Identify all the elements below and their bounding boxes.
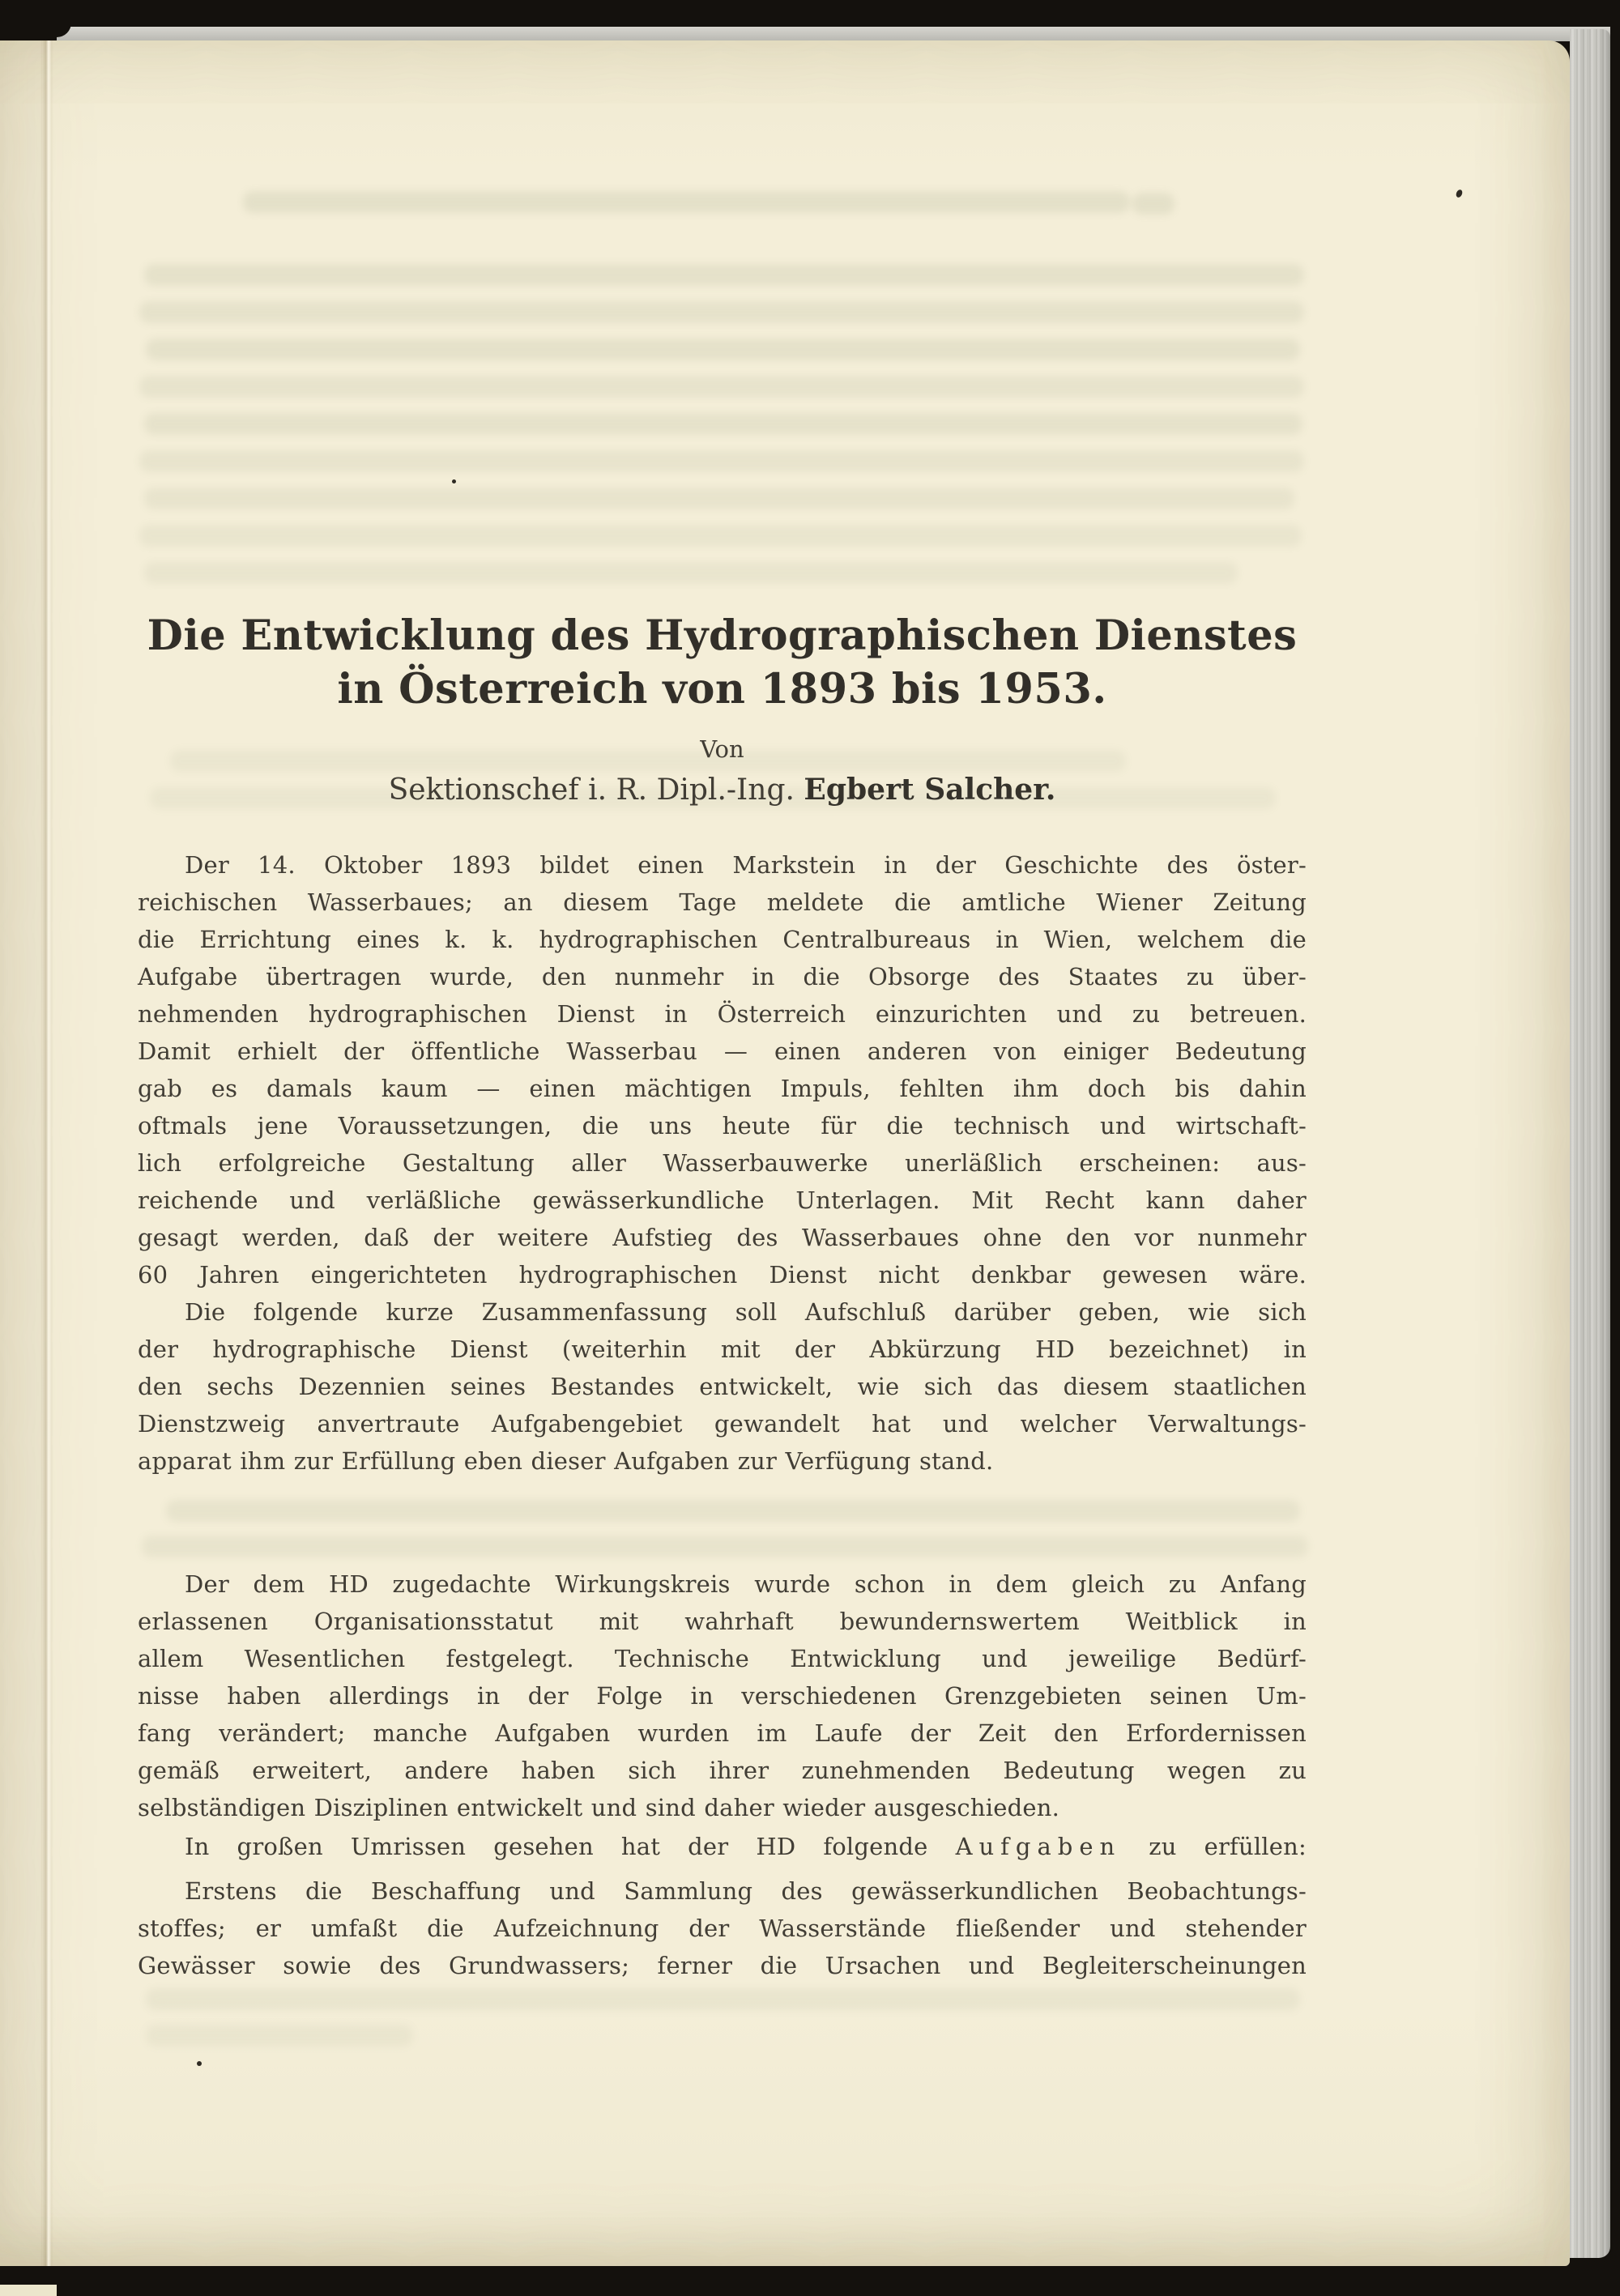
text-line: Der dem HD zugedachte Wirkungskreis wurde schon in dem gleich zu Anfang (185, 1570, 1307, 1598)
text-line: erlassenen Organisationsstatut mit wahrhaft bewundernswertem Weitblick in (138, 1608, 1307, 1635)
text-line: gesagt werden, daß der weitere Aufstieg des Wasserbaues ohne den vor nunmehr (138, 1224, 1307, 1251)
text-line: Erstens die Beschaffung und Sammlung des gewässerkundlichen Beobachtungs- (185, 1877, 1307, 1905)
letterspaced-word: Aufgaben (955, 1833, 1122, 1860)
underlying-page-corner (0, 2285, 57, 2296)
text-segment: zu erfüllen: (1121, 1833, 1307, 1860)
gutter-shadow (0, 40, 42, 2266)
paragraph-1 (138, 846, 1307, 1293)
article-title (138, 609, 1307, 716)
text-line: nisse haben allerdings in der Folge in verschiedenen Grenzgebieten seinen Um- (138, 1682, 1307, 1710)
text-line: reichende und verläßliche gewässerkundliche Unterlagen. Mit Recht kann daher (138, 1186, 1307, 1214)
text-line: oftmals jene Voraussetzungen, die uns heute für die technisch und wirtschaft- (138, 1112, 1307, 1139)
text-line: allem Wesentlichen festgelegt. Technische Entwicklung und jeweilige Bedürf- (138, 1645, 1307, 1672)
text-line: lich erfolgreiche Gestaltung aller Wasserbauwerke unerläßlich erscheinen: aus- (138, 1149, 1307, 1177)
page-content (138, 0, 1307, 2296)
text-line: fang verändert; manche Aufgaben wurden im Laufe der Zeit den Erfordernissen (138, 1719, 1307, 1747)
text-line: Dienstzweig anvertraute Aufgabengebiet gewandelt hat und welcher Verwaltungs- (138, 1410, 1307, 1438)
text-line: der hydrographische Dienst (weiterhin mit der Abkürzung HD bezeichnet) in (138, 1335, 1307, 1363)
text-line: selbständigen Disziplinen entwickelt und sind daher wieder ausgeschieden. (138, 1794, 1060, 1821)
text-line: Gewässer sowie des Grundwassers; ferner die Ursachen und Begleiterscheinungen (138, 1952, 1307, 1979)
paragraph-2 (138, 1293, 1307, 1480)
text-line (138, 1828, 1307, 1865)
page-edge-right (1570, 29, 1610, 2258)
paragraph-3 (138, 1565, 1307, 1826)
title-line-2: in Österreich von 1893 bis 1953. (337, 665, 1107, 714)
text-line: apparat ihm zur Erfüllung eben dieser Aufgaben zur Verfügung stand. (138, 1447, 994, 1475)
text-line: die Errichtung eines k. k. hydrographischen Centralbureaus in Wien, welchem die (138, 926, 1307, 953)
title-line-1: Die Entwicklung des Hydrographischen Dienstes (147, 611, 1298, 660)
paper-speck (1455, 189, 1463, 198)
text-line: gab es damals kaum — einen mächtigen Impuls, fehlten ihm doch bis dahin (138, 1075, 1307, 1102)
text-line: Die folgende kurze Zusammenfassung soll Aufschluß darüber geben, wie sich (185, 1298, 1307, 1326)
author-prefix: Sektionschef i. R. Dipl.-Ing. (388, 773, 804, 807)
text-line: Aufgabe übertragen wurde, den nunmehr in die Obsorge des Staates zu über- (138, 963, 1307, 990)
paragraph-4 (138, 1828, 1307, 1865)
text-line: reichischen Wasserbaues; an diesem Tage meldete die amtliche Wiener Zeitung (138, 888, 1307, 916)
author-line (138, 769, 1307, 811)
text-line: 60 Jahren eingerichteten hydrographischen Dienst nicht denkbar gewesen wäre. (138, 1261, 1307, 1289)
scan-corner-shadow (0, 0, 71, 37)
text-segment: In großen Umrissen gesehen hat der HD folgende (185, 1833, 956, 1860)
text-line: stoffes; er umfaßt die Aufzeichnung der Wasserstände fließender und stehender (138, 1915, 1307, 1942)
text-line: Der 14. Oktober 1893 bildet einen Markstein in der Geschichte des öster- (185, 851, 1307, 879)
author-name: Egbert Salcher. (804, 773, 1056, 807)
text-line: den sechs Dezennien seines Bestandes entwickelt, wie sich das diesem staatlichen (138, 1373, 1307, 1400)
text-line: gemäß erweitert, andere haben sich ihrer zunehmenden Bedeutung wegen zu (138, 1757, 1307, 1784)
byline-von: Von (700, 735, 744, 763)
text-line: nehmenden hydrographischen Dienst in Österreich einzurichten und zu betreuen. (138, 1000, 1307, 1028)
binding-crease (40, 40, 53, 2266)
paragraph-5 (138, 1872, 1307, 1984)
text-line: Damit erhielt der öffentliche Wasserbau — einen anderen von einiger Bedeutung (138, 1037, 1307, 1065)
